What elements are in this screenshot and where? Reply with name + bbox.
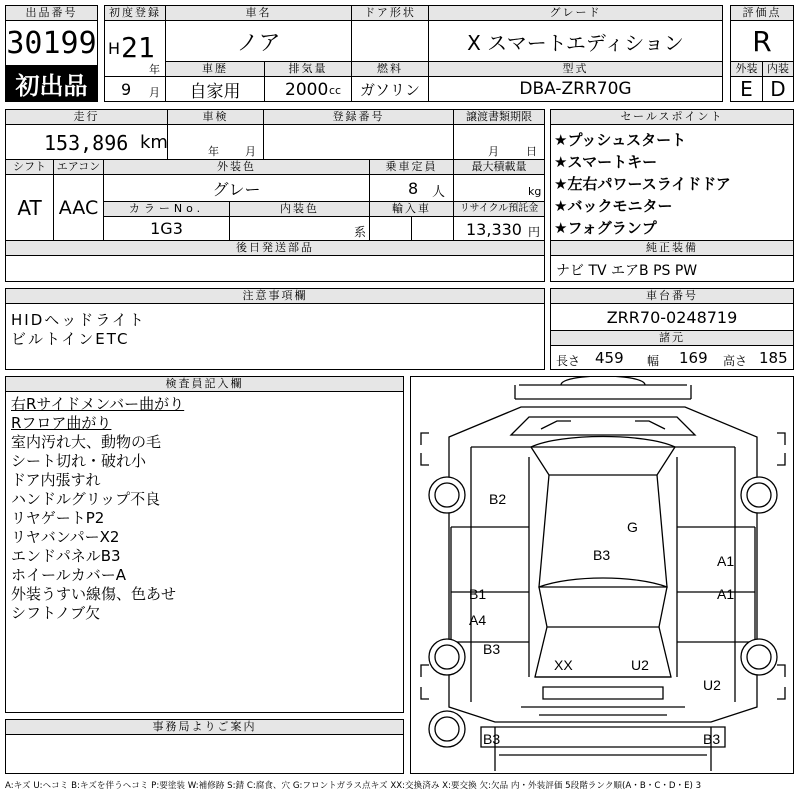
damage-mark-a1-top: A1 — [717, 553, 735, 569]
car-diagram — [410, 376, 794, 774]
car-name-label: 車名 — [165, 5, 352, 21]
width-value: 169 — [679, 349, 708, 367]
length-value: 459 — [595, 349, 624, 367]
damage-mark-b2: B2 — [489, 491, 507, 507]
first-reg-label: 初度登録 — [104, 5, 166, 21]
mileage-label: 走行 — [5, 109, 168, 125]
inspection-label: 車検 — [167, 109, 264, 125]
mileage-cell — [5, 124, 168, 160]
transfer-cell — [453, 124, 545, 160]
sales-points-label: セールスポイント — [550, 109, 794, 125]
inspection-item: 右Rサイドメンバー曲がり — [11, 395, 185, 413]
max-load-unit: kg — [528, 185, 542, 198]
note-item: HIDヘッドライト — [11, 311, 146, 329]
score-value: R — [730, 20, 794, 62]
inspection-year-unit: 年 — [208, 145, 219, 158]
import-cell-2 — [411, 216, 454, 241]
displacement-cell — [264, 76, 352, 102]
import-cell — [369, 216, 412, 241]
inspector-label: 検査員記入欄 — [5, 376, 404, 392]
first-reg-year: 21 — [121, 31, 155, 64]
recycle-value: 13,330 — [466, 220, 522, 239]
shift-label: シフト — [5, 159, 54, 175]
note-item: ビルトインETC — [11, 330, 130, 348]
damage-mark-b3-bottom-left: B3 — [483, 731, 501, 747]
notes-label: 注意事項欄 — [5, 288, 545, 304]
interior-color-label: 内装色 — [229, 201, 370, 217]
later-parts-label: 後日発送部品 — [5, 240, 545, 256]
interior-color-cell — [229, 216, 370, 241]
sales-point: ★バックモニター — [554, 197, 673, 215]
office-notice-cell — [5, 734, 404, 774]
damage-mark-b1: B1 — [469, 586, 487, 602]
chassis-number: ZRR70-0248719 — [550, 303, 794, 331]
recycle-label: リサイクル預託金 — [453, 201, 545, 217]
month-unit: 月 — [149, 86, 160, 99]
grade-label: グレード — [428, 5, 723, 21]
capacity-cell — [369, 174, 454, 202]
shift-value: AT — [5, 174, 54, 241]
door-label: ドア形状 — [351, 5, 429, 21]
exterior-color-value: グレー — [103, 174, 370, 202]
length-label: 長さ — [556, 354, 581, 368]
displacement-label: 排気量 — [264, 61, 352, 77]
damage-mark-b3-left: B3 — [483, 641, 501, 657]
height-value: 185 — [759, 349, 788, 367]
sales-point: ★左右パワースライドドア — [554, 175, 731, 193]
interior-color-unit: 系 — [354, 225, 367, 239]
later-parts-cell — [5, 255, 545, 282]
dimensions-cell — [550, 345, 794, 370]
chassis-label: 車台番号 — [550, 288, 794, 304]
mileage-unit: km — [140, 132, 168, 153]
inspection-item: 室内汚れ大、動物の毛 — [11, 433, 162, 451]
ac-value: AAC — [53, 174, 104, 241]
int-label: 内装 — [762, 61, 794, 77]
reg-number-cell — [263, 124, 454, 160]
sales-point: ★プッシュスタート — [554, 131, 687, 149]
inspection-item: シフトノブ欠 — [11, 604, 101, 622]
model-value: DBA-ZRR70G — [428, 76, 723, 102]
height-label: 高さ — [723, 354, 748, 368]
equipment-label: 純正装備 — [550, 240, 794, 256]
first-listing-badge: 初出品 — [5, 65, 98, 102]
max-load-label: 最大積載量 — [453, 159, 545, 175]
history-label: 車歴 — [165, 61, 265, 77]
transfer-day-unit: 日 — [526, 145, 537, 158]
inspector-list — [5, 391, 404, 713]
lot-label: 出品番号 — [5, 5, 98, 21]
inspection-item: エンドパネルB3 — [11, 547, 121, 565]
equipment-cell — [550, 255, 794, 282]
damage-mark-u2-mid: U2 — [631, 657, 649, 673]
notes-list — [5, 303, 545, 370]
history-value: 自家用 — [165, 76, 265, 102]
damage-mark-b3-center: B3 — [593, 547, 611, 563]
recycle-unit: 円 — [528, 225, 541, 239]
lot-number: 30199 — [5, 20, 98, 66]
model-label: 型式 — [428, 61, 723, 77]
first-reg-year-cell — [104, 20, 166, 77]
damage-mark-g: G — [627, 519, 638, 535]
damage-mark-b3-bottom-right: B3 — [703, 731, 721, 747]
car-outline-svg — [411, 377, 794, 774]
damage-mark-a4: A4 — [469, 612, 487, 628]
first-reg-month: 9 — [121, 80, 132, 99]
ac-label: エアコン — [53, 159, 104, 175]
inspection-item: ホイールカバーA — [11, 566, 126, 584]
capacity-label: 乗車定員 — [369, 159, 454, 175]
width-label: 幅 — [647, 354, 660, 368]
inspection-item: ハンドルグリップ不良 — [11, 490, 161, 508]
capacity-value: 8 — [408, 179, 419, 198]
fuel-value: ガソリン — [351, 76, 429, 102]
damage-mark-a1-mid: A1 — [717, 586, 735, 602]
damage-mark-u2-right: U2 — [703, 677, 721, 693]
era-mark: H — [108, 39, 121, 58]
inspection-item: Rフロア曲がり — [11, 414, 112, 432]
car-name: ノア — [165, 20, 352, 62]
office-notice-label: 事務局よりご案内 — [5, 719, 404, 735]
inspection-item: シート切れ・破れ小 — [11, 452, 147, 470]
fuel-label: 燃料 — [351, 61, 429, 77]
inspection-item: リヤゲートP2 — [11, 509, 105, 527]
legend-text: A:キズ U:ヘコミ B:キズを伴うヘコミ P:要塗装 W:補修跡 S:錆 C:腐食、穴 G:フロントガラス点キズ XX:交換済み X:要交換 欠:欠品 内・外装評価 5段階ランク順(A・B・C・D・E) 3 — [5, 781, 702, 791]
ext-value: E — [730, 76, 763, 102]
damage-mark-xx: XX — [554, 657, 573, 673]
capacity-unit: 人 — [432, 185, 446, 200]
recycle-cell — [453, 216, 545, 241]
score-label: 評価点 — [730, 5, 794, 21]
mileage-value: 153,896 — [44, 131, 129, 155]
transfer-month-unit: 月 — [488, 145, 499, 158]
reg-number-label: 登録番号 — [263, 109, 454, 125]
max-load-cell — [453, 174, 545, 202]
transfer-label: 譲渡書類期限 — [453, 109, 545, 125]
inspection-item: リヤバンパーX2 — [11, 528, 120, 546]
sales-point: ★スマートキー — [554, 153, 658, 171]
ext-label: 外装 — [730, 61, 763, 77]
inspection-month-unit: 月 — [245, 145, 256, 158]
color-no-label: カラーNo. — [103, 201, 230, 217]
inspection-cell — [167, 124, 264, 160]
sales-point: ★フォグランプ — [554, 219, 657, 237]
sales-points-list — [550, 124, 794, 241]
grade-value: X スマートエディション — [428, 20, 723, 62]
displacement-value: 2000 — [285, 80, 329, 100]
import-label: 輸入車 — [369, 201, 454, 217]
dimensions-label: 諸元 — [550, 330, 794, 346]
exterior-color-label: 外装色 — [103, 159, 370, 175]
displacement-unit: cc — [329, 84, 342, 97]
inspection-item: ドア内張すれ — [11, 471, 101, 489]
first-reg-month-cell — [104, 76, 166, 102]
inspection-item: 外装うすい線傷、色あせ — [11, 585, 177, 603]
door-value — [351, 20, 429, 62]
year-unit: 年 — [149, 63, 160, 76]
equipment-value: ナビ TV エアB PS PW — [556, 263, 698, 279]
int-value: D — [762, 76, 794, 102]
color-no-value: 1G3 — [103, 216, 230, 241]
